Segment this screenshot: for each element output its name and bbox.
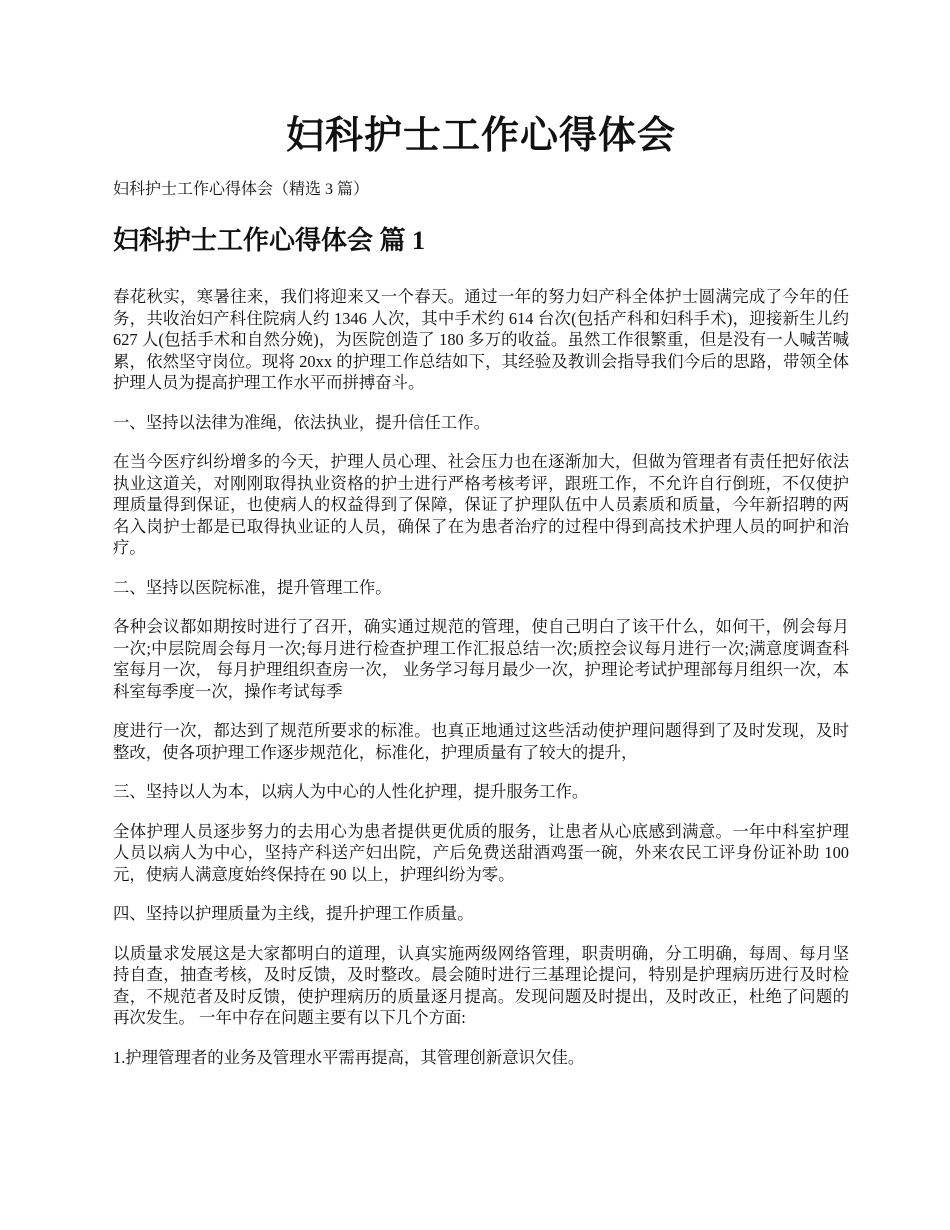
body-paragraph: 各种会议都如期按时进行了召开，确实通过规范的管理，使自己明白了该干什么，如何干，例会每月一次;中层院周会每月一次;每月进行检查护理工作汇报总结一次;质控会议每月进行一次;满意度调查科室每月一次， 每月护理组织查房一次， 业务学习每月最少一次，护理论考试护理部每月组织一次，本科室每季度一次，操作考试每季 (113, 617, 849, 701)
section-heading: 妇科护士工作心得体会 篇 1 (113, 226, 426, 255)
document-title: 妇科护士工作心得体会 (285, 115, 676, 157)
intro-paragraph: 春花秋实，寒暑往来，我们将迎来又一个春天。通过一年的努力妇产科全体护士圆满完成了今年的任务，共收治妇产科住院病人约 1346 人次，其中手术约 614 台次(包括产科和妇科手术)，迎接新生儿约 627 人(包括手术和自然分娩)，为医院创造了 180 多万的收益。虽然工作很繁重，但是没有一人喊苦喊累，依然坚守岗位。现将 20xx 的护理工作总结如下，其经验及教训会指导我们今后的思路，带领全体护理人员为提高护理工作水平而拼搏奋斗。 (113, 287, 849, 392)
list-item: 1.护理管理者的业务及管理水平需再提高，其管理创新意识欠佳。 (113, 1047, 585, 1067)
point-heading-1: 一、坚持以法律为准绳，依法执业，提升信任工作。 (113, 412, 490, 432)
point-heading-4: 四、坚持以护理质量为主线，提升护理工作质量。 (113, 904, 474, 923)
point-heading-3: 三、坚持以人为本，以病人为中心的人性化护理，提升服务工作。 (113, 782, 589, 801)
body-paragraph: 全体护理人员逐步努力的去用心为患者提供更优质的服务，让患者从心底感到满意。一年中科室护理人员以病人为中心，坚持产科送产妇出院，产后免费送甜酒鸡蛋一碗，外来农民工评身份证补助 100 元，使病人满意度始终保持在 90 以上，护理纠纷为零。 (113, 821, 849, 884)
body-paragraph: 在当今医疗纠纷增多的今天，护理人员心理、社会压力也在逐渐加大，但做为管理者有责任把好依法执业这道关，对刚刚取得执业资格的护士进行严格考核考评，跟班工作，不允许自行倒班，不仅使护理质量得到保证，也使病人的权益得到了保障，保证了护理队伍中人员素质和质量，今年新招聘的两名入岗护士都是已取得执业证的人员，确保了在为患者治疗的过程中得到高技术护理人员的呵护和治疗。 (113, 452, 849, 557)
point-heading-2: 二、坚持以医院标准，提升管理工作。 (113, 577, 392, 597)
document-subtitle: 妇科护士工作心得体会（精选 3 篇） (113, 181, 370, 198)
document-page (113, 108, 849, 1068)
body-paragraph: 度进行一次，都达到了规范所要求的标准。也真正地通过这些活动使护理问题得到了及时发现，及时整改，使各项护理工作逐步规范化，标准化，护理质量有了较大的提升， (113, 721, 849, 762)
body-paragraph: 以质量求发展这是大家都明白的道理，认真实施两级网络管理，职责明确，分工明确，每周、每月坚持自查，抽查考核，及时反馈，及时整改。晨会随时进行三基理论提问，特别是护理病历进行及时检查，不规范者及时反馈，使护理病历的质量逐月提高。发现问题及时提出，及时改正，杜绝了问题的再次发生。 一年中存在问题主要有以下几个方面: (113, 943, 849, 1027)
